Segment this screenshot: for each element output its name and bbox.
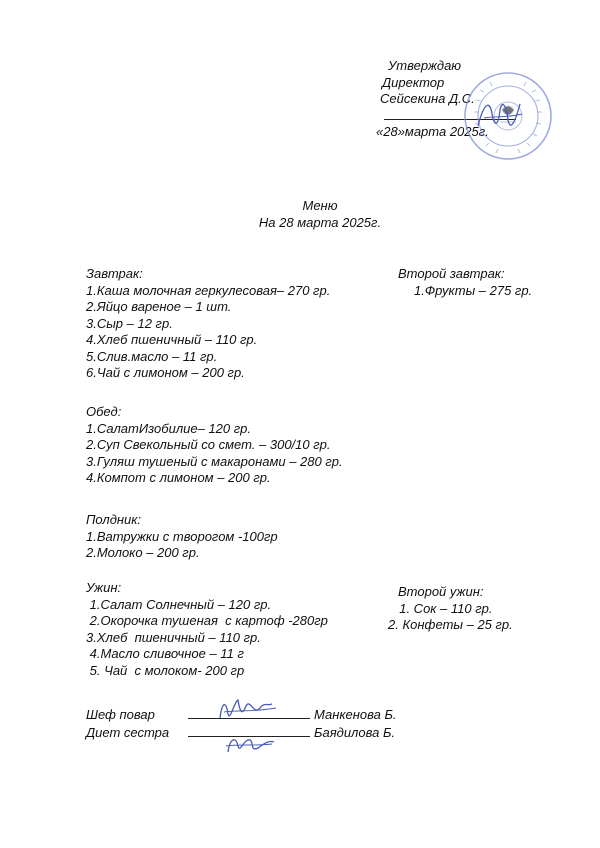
dinner-heading: Ужин: bbox=[86, 580, 122, 595]
list-item: 2.Окорочка тушеная с картоф -280гр bbox=[86, 613, 328, 628]
list-item: 1.СалатИзобилие– 120 гр. bbox=[86, 420, 252, 436]
list-item: 5.Слив.масло – 11 гр. bbox=[86, 348, 218, 364]
second-breakfast-section bbox=[398, 266, 532, 299]
list-item: 1.Каша молочная геркулесовая– 270 гр. bbox=[86, 282, 331, 298]
menu-title bbox=[0, 198, 600, 231]
list-item: 3.Хлеб пшеничный – 110 гр. bbox=[86, 629, 261, 645]
diet-name: Баядилова Б. bbox=[314, 725, 396, 740]
list-item: 3.Сыр – 12 гр. bbox=[86, 315, 173, 331]
list-item: 4.Хлеб пшеничный – 110 гр. bbox=[86, 332, 258, 347]
lunch-section bbox=[86, 404, 343, 487]
list-item: 2. Конфеты – 25 гр. bbox=[388, 617, 513, 632]
list-item: 1.Ватружки с творогом -100гр bbox=[86, 528, 278, 544]
diet-signature-icon bbox=[220, 732, 280, 758]
list-item: 6.Чай с лимоном – 200 гр. bbox=[86, 365, 245, 380]
director-signature-icon bbox=[470, 96, 530, 136]
list-item: 4.Компот с лимоном – 200 гр. bbox=[86, 470, 271, 485]
approval-line-3: Сейсекина Д.С. bbox=[380, 91, 475, 106]
list-item: 5. Чай с молоком- 200 гр bbox=[86, 662, 245, 678]
second-dinner-heading: Второй ужин: bbox=[398, 584, 484, 599]
list-item: 1.Фрукты – 275 гр. bbox=[414, 282, 533, 298]
approval-line-2: Директор bbox=[382, 74, 445, 90]
title-line-1: Меню bbox=[302, 198, 338, 213]
second-dinner-section bbox=[388, 584, 513, 634]
list-item: 4.Масло сливочное – 11 г bbox=[86, 646, 244, 661]
chef-name: Манкенова Б. bbox=[314, 707, 397, 722]
list-item: 3.Гуляш тушеный с макаронами – 280 гр. bbox=[86, 453, 343, 469]
lunch-heading: Обед: bbox=[86, 404, 122, 419]
approval-line-1: Утверждаю bbox=[388, 58, 462, 73]
list-item: 2.Молоко – 200 гр. bbox=[86, 545, 200, 560]
breakfast-section bbox=[86, 266, 330, 382]
chef-role: Шеф повар bbox=[86, 707, 155, 722]
list-item: 2.Яйцо вареное – 1 шт. bbox=[86, 299, 232, 314]
title-line-2: На 28 марта 2025г. bbox=[258, 214, 382, 230]
list-item: 1. Сок – 110 гр. bbox=[392, 600, 493, 616]
approval-date: «28»марта 2025г. bbox=[376, 123, 489, 139]
dinner-section bbox=[86, 580, 328, 679]
second-breakfast-heading: Второй завтрак: bbox=[398, 266, 505, 281]
breakfast-heading: Завтрак: bbox=[86, 266, 143, 281]
list-item: 1.Салат Солнечный – 120 гр. bbox=[86, 596, 272, 612]
diet-role: Диет сестра bbox=[86, 725, 170, 740]
list-item: 2.Суп Свекольный со смет. – 300/10 гр. bbox=[86, 437, 331, 452]
afternoon-snack-section bbox=[86, 512, 278, 562]
chef-signature-icon bbox=[214, 694, 284, 724]
afternoon-snack-heading: Полдник: bbox=[86, 512, 142, 527]
